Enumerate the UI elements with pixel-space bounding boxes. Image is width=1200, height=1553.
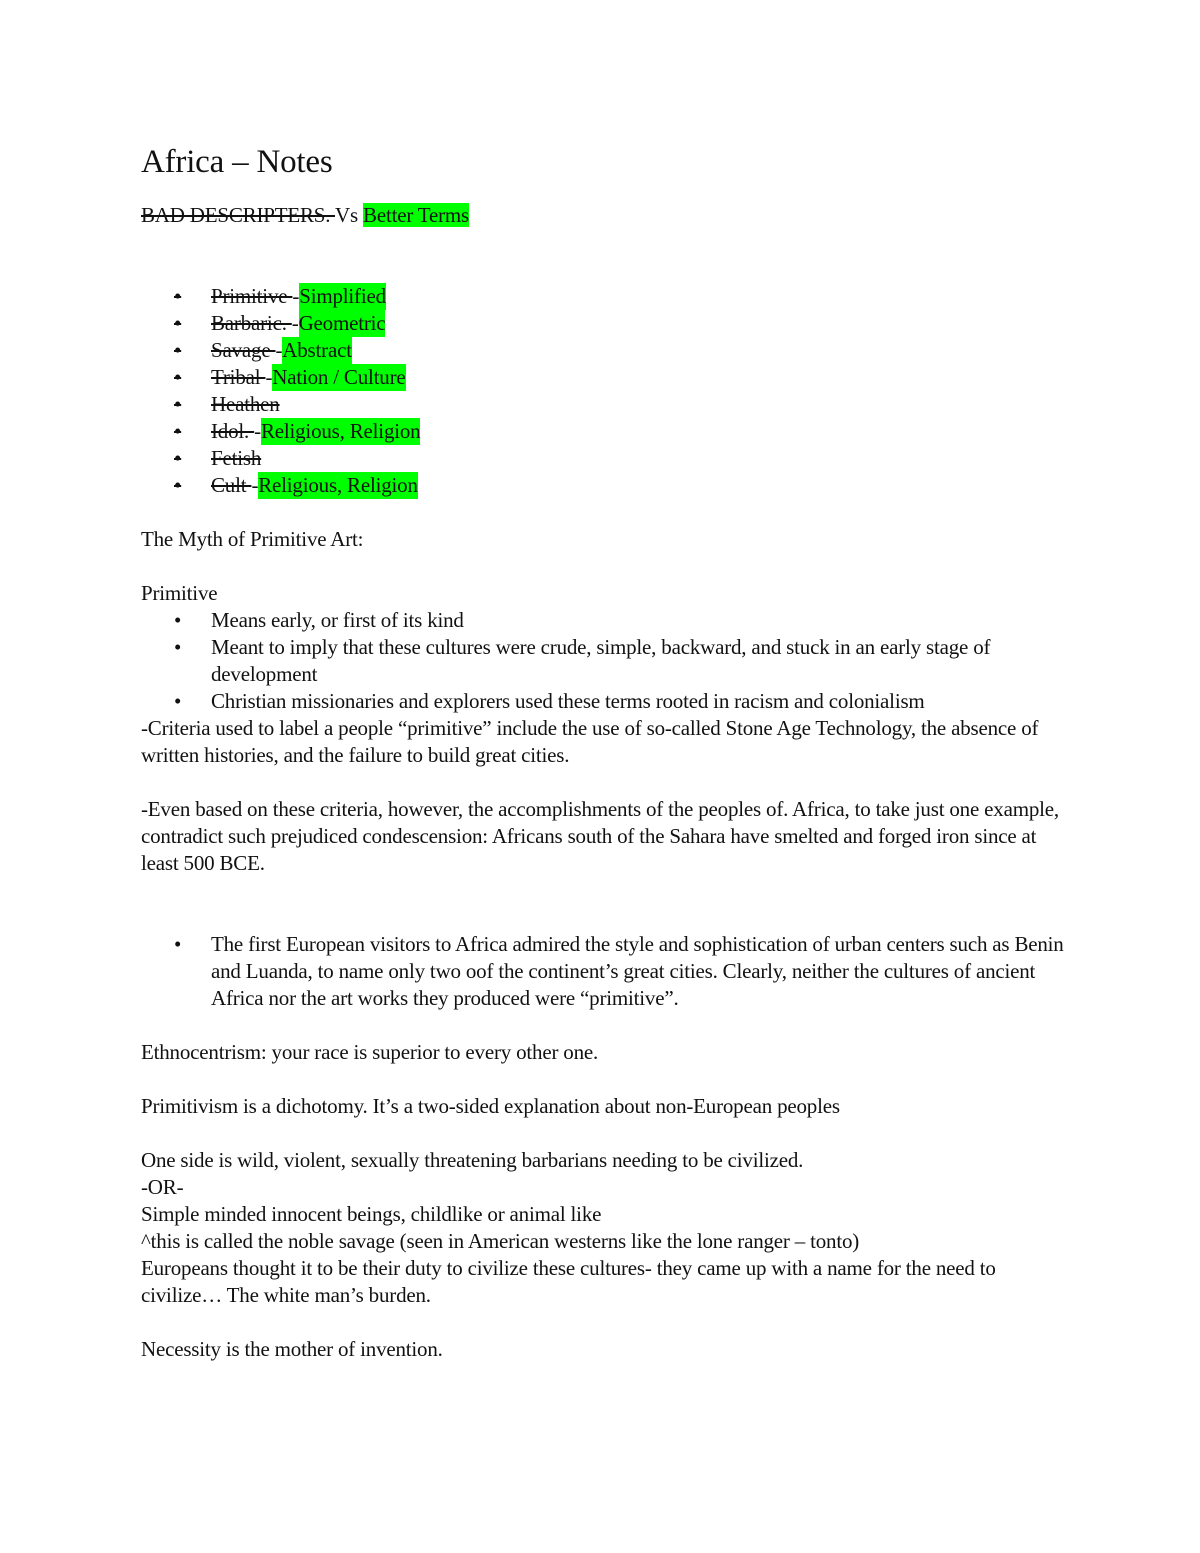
bullet-icon: • — [174, 932, 182, 956]
term-item — [174, 418, 1071, 445]
better-term: Nation / Culture — [272, 365, 406, 389]
term-item — [174, 364, 1071, 391]
better-terms-label: Better Terms — [363, 203, 469, 227]
bad-term: Savage — [211, 338, 276, 362]
bullet-icon: • — [174, 365, 182, 389]
term-separator: - — [291, 311, 299, 335]
term-item — [174, 445, 1071, 472]
bad-term: Fetish — [211, 446, 262, 470]
better-term: Abstract — [282, 338, 352, 362]
bullet-icon: • — [174, 419, 182, 443]
primitive-bullets — [141, 607, 1071, 715]
ethnocentrism-line: Ethnocentrism: your race is superior to every other one. — [141, 1040, 599, 1064]
term-item — [174, 283, 1071, 310]
bullet-icon: • — [174, 311, 182, 335]
one-side-line: One side is wild, violent, sexually threatening barbarians needing to be civilized. — [141, 1148, 804, 1172]
europeans-paragraph: Europeans thought it to be their duty to civilize these cultures- they came up with a name for the need to civilize… The white man’s burden. — [141, 1256, 996, 1307]
list-item — [174, 931, 1071, 1012]
bullet-icon: • — [174, 284, 182, 308]
even-paragraph: -Even based on these criteria, however, the accomplishments of the peoples of. Africa, to take just one example, contradict such prejudiced condescension: Africans south of the Sahara have smelted and forged iron since at least 500 BCE. — [141, 797, 1059, 875]
criteria-paragraph: -Criteria used to label a people “primitive” include the use of so-called Stone Age Technology, the absence of written histories, and the failure to build great cities. — [141, 716, 1039, 767]
bullet-icon: • — [174, 338, 182, 362]
bullet-icon: • — [174, 392, 182, 416]
list-item-text: Christian missionaries and explorers used these terms rooted in racism and colonialism — [211, 689, 925, 713]
bad-term: Tribal — [211, 365, 266, 389]
term-separator: - — [251, 473, 259, 497]
term-item — [174, 391, 1071, 418]
better-term: Simplified — [299, 284, 386, 308]
document-page — [141, 140, 1071, 1363]
term-separator: - — [292, 284, 300, 308]
bad-term: Barbaric. — [211, 311, 292, 335]
bad-term: Idol. — [211, 419, 255, 443]
bad-term: Heathen — [211, 392, 280, 416]
subtitle-line — [141, 202, 1071, 229]
term-item — [174, 337, 1071, 364]
term-item — [174, 310, 1071, 337]
bad-descripters-label: BAD DESCRIPTERS. — [141, 203, 336, 227]
bullet-icon: • — [174, 446, 182, 470]
european-bullets — [141, 931, 1071, 1012]
terms-list — [141, 283, 1071, 499]
bullet-icon: • — [174, 635, 182, 659]
vs-label: Vs — [335, 203, 364, 227]
better-term: Geometric — [298, 311, 386, 335]
bullet-icon: • — [174, 608, 182, 632]
better-term: Religious, Religion — [260, 419, 421, 443]
term-separator: - — [265, 365, 273, 389]
list-item-text: The first European visitors to Africa admired the style and sophistication of urban centers such as Benin and Luanda, to name only two oof the continent’s great cities. Clearly, neither the cultures of ancient Africa nor the art works they produced were “primitive”. — [211, 932, 1064, 1010]
myth-heading: The Myth of Primitive Art: — [141, 527, 364, 551]
bullet-icon: • — [174, 473, 182, 497]
page-title: Africa – Notes — [141, 144, 333, 180]
term-separator: - — [275, 338, 283, 362]
simple-minded-line: Simple minded innocent beings, childlike or animal like — [141, 1202, 602, 1226]
primitive-heading: Primitive — [141, 581, 218, 605]
bullet-icon: • — [174, 689, 182, 713]
or-line: -OR- — [141, 1175, 184, 1199]
bad-term: Primitive — [211, 284, 293, 308]
term-separator: - — [254, 419, 261, 443]
better-term: Religious, Religion — [258, 473, 418, 497]
list-item-text: Means early, or first of its kind — [211, 608, 464, 632]
necessity-line: Necessity is the mother of invention. — [141, 1337, 443, 1361]
noble-savage-line: ^this is called the noble savage (seen in American westerns like the lone ranger – tonto) — [141, 1229, 860, 1253]
bad-term: Cult — [211, 473, 252, 497]
term-item — [174, 472, 1071, 499]
list-item — [174, 634, 1071, 688]
list-item — [174, 688, 1071, 715]
list-item-text: Meant to imply that these cultures were crude, simple, backward, and stuck in an early stage of development — [211, 635, 991, 686]
list-item — [174, 607, 1071, 634]
primitivism-line: Primitivism is a dichotomy. It’s a two-sided explanation about non-European peoples — [141, 1094, 840, 1118]
